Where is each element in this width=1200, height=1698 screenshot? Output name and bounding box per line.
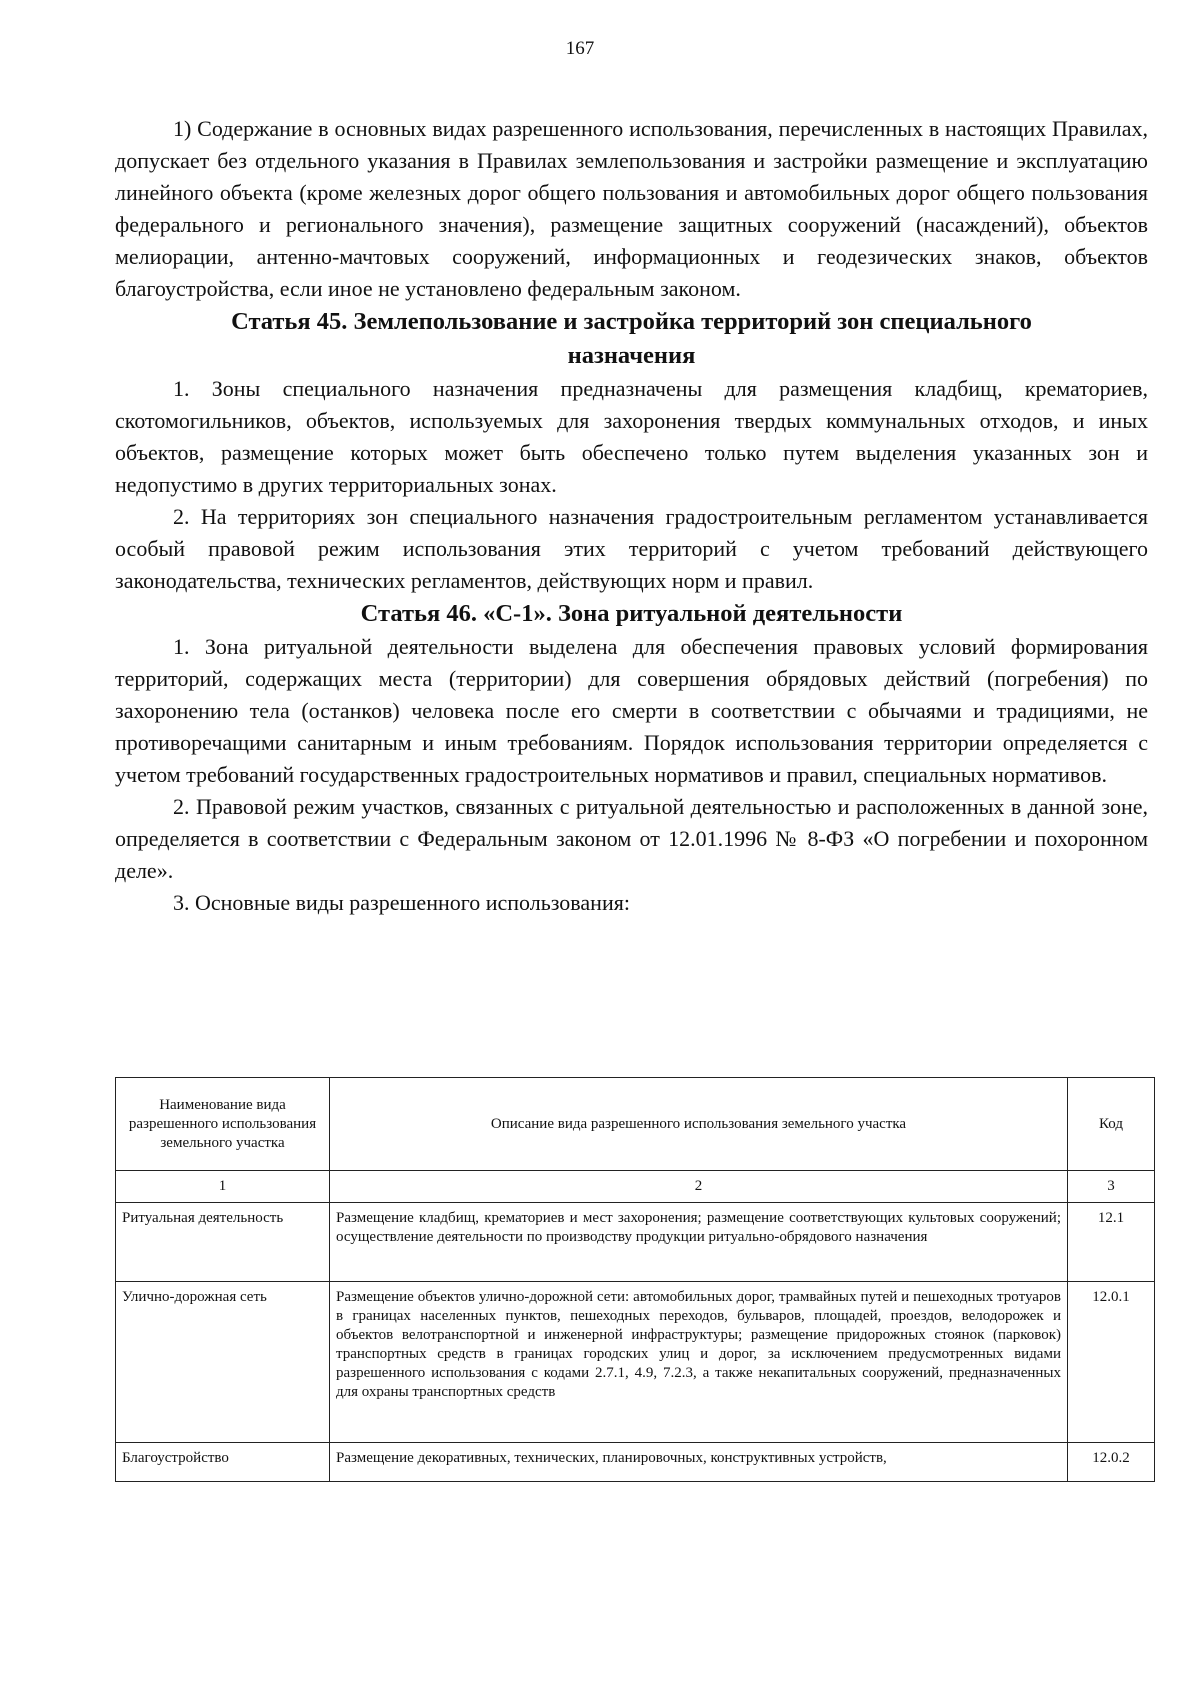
article-45-title [115,305,1148,373]
table-header-row [116,1078,1155,1171]
column-number-3: 3 [1068,1171,1155,1203]
article-46-paragraph-3: 3. Основные виды разрешенного использования: [173,890,630,915]
column-number-1: 1 [116,1171,330,1203]
row-description: Размещение декоративных, технических, планировочных, конструктивных устройств, [330,1443,1068,1482]
permitted-uses-table [115,1077,1155,1482]
article-45-title-line2: назначения [567,342,696,369]
column-number-row [116,1171,1155,1203]
row-code: 12.0.1 [1068,1282,1155,1443]
page-number: 167 [565,38,595,59]
article-46-paragraph-1: 1. Зона ритуальной деятельности выделена для обеспечения правовых условий формирования территорий, содержащих места (территории) для совершения обрядовых действий (погребения) по захоронению тела (останков) человека после его смерти в соответствии с обычаями и традициями, не противоречащими санитарным и иным требованиям. Порядок использования территории определяется с учетом требований государственных градостроительных нормативов и правил, специальных нормативов. [115,634,1148,787]
row-name: Улично-дорожная сеть [116,1282,330,1443]
article-45-paragraph-2: 2. На территориях зон специального назначения градостроительным регламентом устанавливается особый правовой режим использования этих территорий с учетом требований действующего законодательства, технических регламентов, действующих норм и правил. [115,504,1148,593]
article-45-title-line1: Статья 45. Землепользование и застройка территорий зон специального [231,308,1032,335]
article-46-title: Статья 46. «С-1». Зона ритуальной деятельности [360,600,903,627]
row-name: Ритуальная деятельность [116,1203,330,1282]
header-code: Код [1068,1078,1155,1171]
header-description: Описание вида разрешенного использования земельного участка [330,1078,1068,1171]
row-code: 12.0.2 [1068,1443,1155,1482]
header-name: Наименование вида разрешенного использования земельного участка [116,1078,330,1171]
document-body [115,113,1148,928]
row-description: Размещение кладбищ, крематориев и мест захоронения; размещение соответствующих культовых сооружений; осуществление деятельности по производству продукции ритуально-обрядового назначения [330,1203,1068,1282]
row-code: 12.1 [1068,1203,1155,1282]
row-name: Благоустройство [116,1443,330,1482]
column-number-2: 2 [330,1171,1068,1203]
table-row [116,1443,1155,1482]
article-45-paragraph-1: 1. Зоны специального назначения предназначены для размещения кладбищ, крематориев, скотомогильников, объектов, используемых для захоронения твердых коммунальных отходов, и иных объектов, размещение которых может быть обеспечено только путем выделения указанных зон и недопустимо в других территориальных зонах. [115,376,1148,497]
table-row [116,1282,1155,1443]
intro-paragraph: 1) Содержание в основных видах разрешенного использования, перечисленных в настоящих Правилах, допускает без отдельного указания в Правилах землепользования и застройки размещение и эксплуатацию линейного объекта (кроме железных дорог общего пользования и автомобильных дорог общего пользования федерального и регионального значения), размещение защитных сооружений (насаждений), объектов мелиорации, антенно-мачтовых сооружений, информационных и геодезических знаков, объектов благоустройства, если иное не установлено федеральным законом. [115,116,1148,301]
article-46-paragraph-2: 2. Правовой режим участков, связанных с ритуальной деятельностью и расположенных в данной зоне, определяется в соответствии с Федеральным законом от 12.01.1996 № 8-ФЗ «О погребении и похоронном деле». [115,794,1148,883]
row-description: Размещение объектов улично-дорожной сети: автомобильных дорог, трамвайных путей и пешеходных тротуаров в границах населенных пунктов, пешеходных переходов, бульваров, площадей, проездов, велодорожек и объектов велотранспортной и инженерной инфраструктуры; размещение придорожных стоянок (парковок) транспортных средств в границах городских улиц и дорог, за исключением предусмотренных видами разрешенного использования с кодами 2.7.1, 4.9, 7.2.3, а также некапитальных сооружений, предназначенных для охраны транспортных средств [330,1282,1068,1443]
table-row [116,1203,1155,1282]
